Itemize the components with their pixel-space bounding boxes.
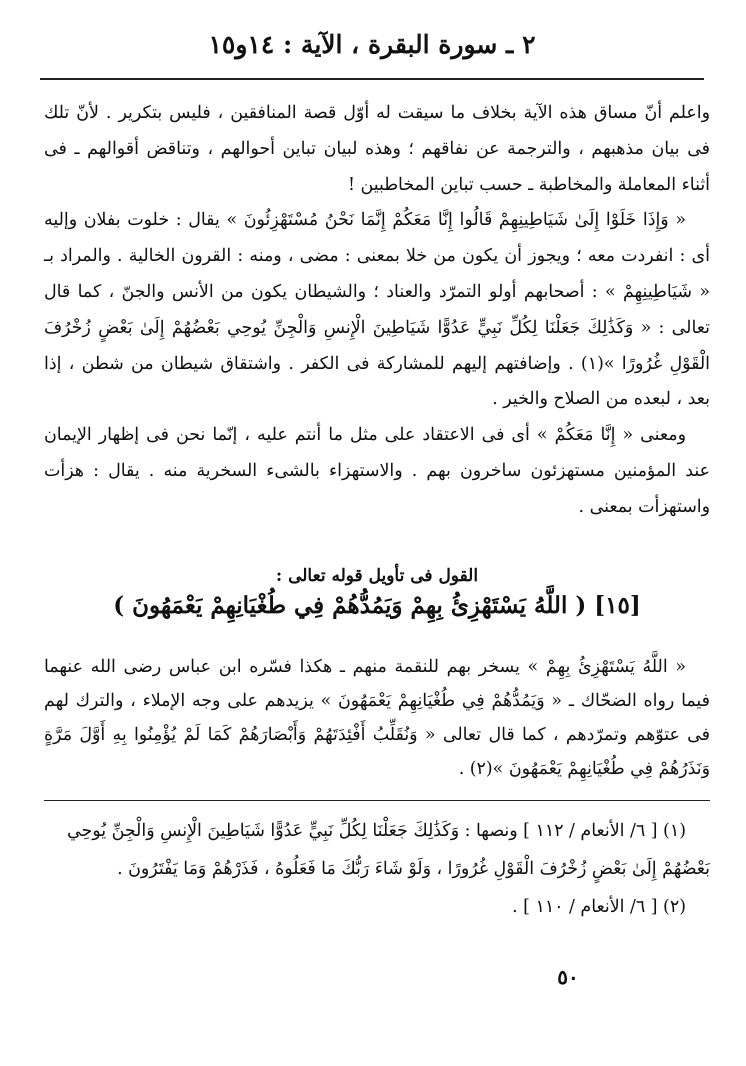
header-divider — [40, 78, 704, 80]
section-heading: القول فى تأويل قوله تعالى : — [275, 566, 479, 586]
footnotes — [44, 812, 710, 926]
running-header: ٢ ـ سورة البقرة ، الآية : ١٤و١٥ — [208, 30, 536, 59]
paragraph-intro: واعلم أنّ مساق هذه الآية بخلاف ما سيقت له أوّل قصة المنافقين ، فليس بتكرير . لأنّ تلك فى بيان مذهبهم ، والترجمة عن نفاقهم ؛ وهذه لبيان تباين أحوالهم ، وتناقض أقوالهم ـ فى أثناء المعاملة والمخاطبة ـ حسب تباين المخاطبين ! — [44, 103, 710, 195]
footnote-2: (٢) [ ٦/ الأنعام / ١١٠ ] . — [512, 897, 686, 917]
commentary-text — [44, 650, 710, 786]
footnote-1: (١) [ ٦/ الأنعام / ١١٢ ] ونصها : وَكَذَٰلِكَ جَعَلْنَا لِكُلِّ نَبِيٍّ عَدُوًّا شَيَاطِينَ الْإِنسِ وَالْجِنِّ يُوحِي بَعْضُهُمْ إِلَىٰ بَعْضٍ زُخْرُفَ الْقَوْلِ غُرُورًا ، وَلَوْ شَاءَ رَبُّكَ مَا فَعَلُوهُ ، فَذَرْهُمْ وَمَا يَفْتَرُونَ . — [67, 821, 710, 879]
paragraph-verse-14: « وَإِذَا خَلَوْا إِلَىٰ شَيَاطِينِهِمْ قَالُوا إِنَّا مَعَكُمْ إِنَّمَا نَحْنُ مُسْتَهْزِئُونَ » يقال : خلوت بفلان وإليه أى : انفردت معه ؛ ويجوز أن يكون من خلا بمعنى : مضى ، ومنه : القرون الخالية . والمراد بـ « شَيَاطِينِهِمْ » : أصحابهم أولو التمرّد والعناد ؛ والشيطان يكون من الأنس والجنّ ، كما قال تعالى : « وَكَذَٰلِكَ جَعَلْنَا لِكُلِّ نَبِيٍّ عَدُوًّا شَيَاطِينَ الْإِنسِ وَالْجِنِّ يُوحِي بَعْضُهُمْ إِلَىٰ بَعْضٍ زُخْرُفَ الْقَوْلِ غُرُورًا »(١) . وإضافتهم إليهم للمشاركة فى الكفر . واشتقاق شيطان من شطن ، إذا بعد ، لبعده من الصلاح والخير . — [44, 210, 710, 410]
paragraph-meaning: ومعنى « إِنَّا مَعَكُمْ » أى فى الاعتقاد على مثل ما أنتم عليه ، إنّما نحن فى إظهار الإيمان عند المؤمنين مستهزئون ساخرون بهم . والاستهزاء بالشىء السخرية منه . يقال : هزأت واستهزأت بمعنى . — [44, 425, 710, 517]
main-text — [44, 96, 710, 526]
page-number: ٥٠ — [557, 965, 579, 989]
footnote-divider — [44, 800, 710, 801]
paragraph-commentary: « اللَّهُ يَسْتَهْزِئُ بِهِمْ » يسخر بهم للنقمة منهم ـ هكذا فسّره ابن عباس رضى الله عنهما فيما رواه الضحّاك ـ « وَيَمُدُّهُمْ فِي طُغْيَانِهِمْ يَعْمَهُونَ » يزيدهم على وجه الإملاء ، والترك لهم فى عتوّهم وتمرّدهم ، كما قال تعالى « وَنُقَلِّبُ أَفْئِدَتَهُمْ وَأَبْصَارَهُمْ كَمَا لَمْ يُؤْمِنُوا بِهِ أَوَّلَ مَرَّةٍ وَنَذَرُهُمْ فِي طُغْيَانِهِمْ يَعْمَهُونَ »(٢) . — [44, 657, 710, 779]
verse-15: [١٥] ( اللَّهُ يَسْتَهْزِئُ بِهِمْ وَيَمُدُّهُمْ فِي طُغْيَانِهِمْ يَعْمَهُونَ ) — [113, 592, 641, 619]
